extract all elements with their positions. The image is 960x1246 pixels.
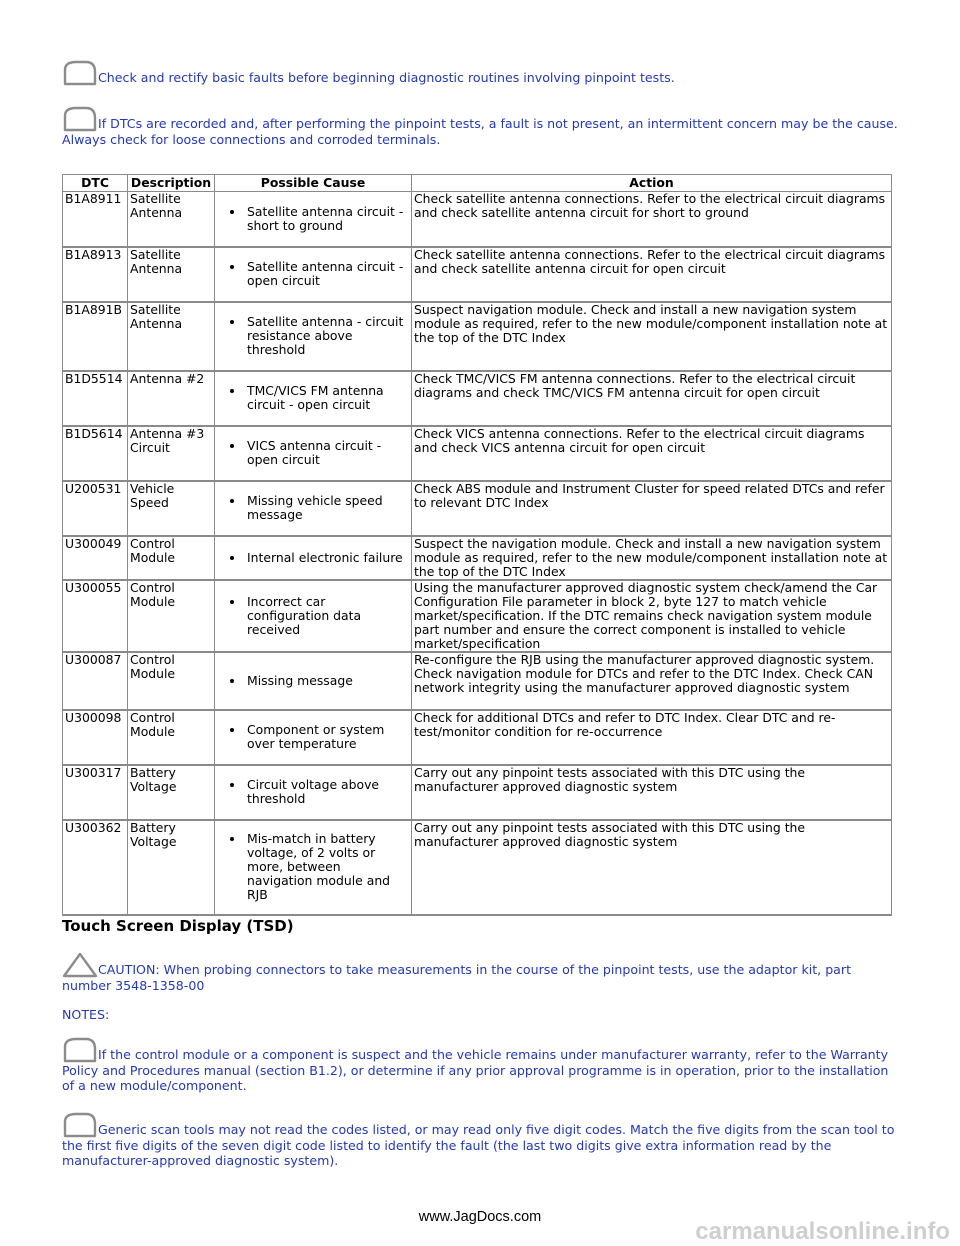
dtc-code: B1A891B [63,302,128,371]
note-text: Check and rectify basic faults before beginning diagnostic routines involving pinpoint tests. [98,70,675,85]
note-icon [62,1037,98,1063]
action-text: Check satellite antenna connections. Refer to the electrical circuit diagrams and check satellite antenna circuit for short to ground [412,192,892,247]
dtc-description: Control Module [128,580,215,652]
cause-item: • Circuit voltage above threshold [245,778,405,806]
possible-cause [215,302,412,371]
possible-cause [215,192,412,247]
dtc-description: Control Module [128,710,215,765]
dtc-description: Control Module [128,536,215,580]
caution-text: CAUTION: When probing connectors to take measurements in the course of the pinpoint tests, use the adaptor kit, part number 3548-1358-00 [62,962,852,993]
possible-cause [215,710,412,765]
note-scan-tools [62,1112,898,1168]
action-text: Check for additional DTCs and refer to DTC Index. Clear DTC and re-test/monitor condition for re-occurrence [412,710,892,765]
header-action: Action [412,175,892,192]
note-text: If the control module or a component is suspect and the vehicle remains under manufacturer warranty, refer to the Warranty Policy and Procedures manual (section B1.2), or determine if any prior approval programme is in operation, prior to the installation of a new module/component. [62,1047,889,1093]
dtc-code: U300362 [63,820,128,915]
table-row [63,765,892,820]
possible-cause [215,481,412,536]
cause-item: • Missing message [245,674,405,688]
dtc-description: Antenna #3 Circuit [128,426,215,481]
table-row [63,247,892,302]
action-text: Check satellite antenna connections. Refer to the electrical circuit diagrams and check satellite antenna circuit for open circuit [412,247,892,302]
dtc-code: U300055 [63,580,128,652]
possible-cause [215,765,412,820]
table-row [63,536,892,580]
table-row [63,371,892,426]
dtc-code: B1A8913 [63,247,128,302]
action-text: Suspect the navigation module. Check and install a new navigation system module as required, refer to the new module/component installation note at the top of the DTC Index [412,536,892,580]
table-row [63,481,892,536]
table-row [63,302,892,371]
cause-item: • Satellite antenna circuit - short to ground [245,205,405,233]
note-text: If DTCs are recorded and, after performing the pinpoint tests, a fault is not present, an intermittent concern may be the cause. Always check for loose connections and corroded terminals. [62,116,898,147]
dtc-description: Battery Voltage [128,765,215,820]
note-icon [62,1112,98,1138]
dtc-description: Satellite Antenna [128,302,215,371]
cause-item: • TMC/VICS FM antenna circuit - open circuit [245,384,405,412]
cause-item: • Satellite antenna circuit - open circuit [245,260,405,288]
dtc-code: U300049 [63,536,128,580]
cause-item: • Satellite antenna - circuit resistance above threshold [245,315,405,357]
dtc-code: B1A8911 [63,192,128,247]
note-icon [62,60,98,86]
possible-cause [215,580,412,652]
watermark: carmanualsonline.info [695,1218,950,1245]
dtc-code: U300087 [63,652,128,710]
possible-cause [215,371,412,426]
dtc-code: B1D5614 [63,426,128,481]
dtc-description: Satellite Antenna [128,192,215,247]
cause-item: • Incorrect car configuration data received [245,595,405,637]
possible-cause [215,652,412,710]
cause-item: • Missing vehicle speed message [245,494,405,522]
possible-cause [215,536,412,580]
header-possible-cause: Possible Cause [215,175,412,192]
table-row [63,652,892,710]
table-row [63,192,892,247]
action-text: Check ABS module and Instrument Cluster for speed related DTCs and refer to relevant DTC Index [412,481,892,536]
action-text: Suspect navigation module. Check and install a new navigation system module as required, refer to the new module/component installation note at the top of the DTC Index [412,302,892,371]
dtc-code: U300098 [63,710,128,765]
action-text: Check VICS antenna connections. Refer to the electrical circuit diagrams and check VICS antenna circuit for open circuit [412,426,892,481]
footer-url[interactable]: www.JagDocs.com [418,1209,542,1225]
possible-cause [215,820,412,915]
action-text: Carry out any pinpoint tests associated with this DTC using the manufacturer approved diagnostic system [412,820,892,915]
cause-item: • Component or system over temperature [245,723,405,751]
action-text: Re-configure the RJB using the manufacturer approved diagnostic system. Check navigation module for DTCs and refer to the DTC Index. Check CAN network integrity using the manufacturer approved diagnostic system [412,652,892,710]
dtc-description: Vehicle Speed [128,481,215,536]
possible-cause [215,247,412,302]
caution-note [62,952,898,993]
action-text: Using the manufacturer approved diagnostic system check/amend the Car Configuration File parameter in block 2, byte 127 to match vehicle market/specification. If the DTC remains check navigation system module part number and ensure the correct component is installed to vehicle market/specification [412,580,892,652]
table-row [63,820,892,915]
table-row [63,426,892,481]
header-dtc: DTC [63,175,128,192]
section-heading: Touch Screen Display (TSD) [62,917,294,935]
dtc-description: Satellite Antenna [128,247,215,302]
note-intermittent [62,106,898,147]
action-text: Carry out any pinpoint tests associated with this DTC using the manufacturer approved diagnostic system [412,765,892,820]
dtc-table [62,174,892,916]
note-warranty [62,1037,898,1093]
table-row [63,710,892,765]
note-text: Generic scan tools may not read the codes listed, or may read only five digit codes. Match the five digits from the scan tool to the first five digits of the seven digit code listed to identify the fault (the last two digits give extra information read by the manufacturer-approved diagnostic system). [62,1122,895,1168]
table-header-row [63,175,892,192]
cause-item: • Internal electronic failure [245,551,405,565]
dtc-description: Battery Voltage [128,820,215,915]
cause-item: • VICS antenna circuit - open circuit [245,439,405,467]
cause-item: • Mis-match in battery voltage, of 2 volts or more, between navigation module and RJB [245,832,405,902]
dtc-description: Control Module [128,652,215,710]
dtc-code: B1D5514 [63,371,128,426]
notes-label: NOTES: [62,1007,110,1022]
action-text: Check TMC/VICS FM antenna connections. Refer to the electrical circuit diagrams and check TMC/VICS FM antenna circuit for open circuit [412,371,892,426]
dtc-code: U200531 [63,481,128,536]
dtc-description: Antenna #2 [128,371,215,426]
table-row [63,580,892,652]
note-basic-faults [62,60,898,86]
possible-cause [215,426,412,481]
header-description: Description [128,175,215,192]
note-icon [62,106,98,132]
dtc-code: U300317 [63,765,128,820]
warning-icon [62,952,98,978]
